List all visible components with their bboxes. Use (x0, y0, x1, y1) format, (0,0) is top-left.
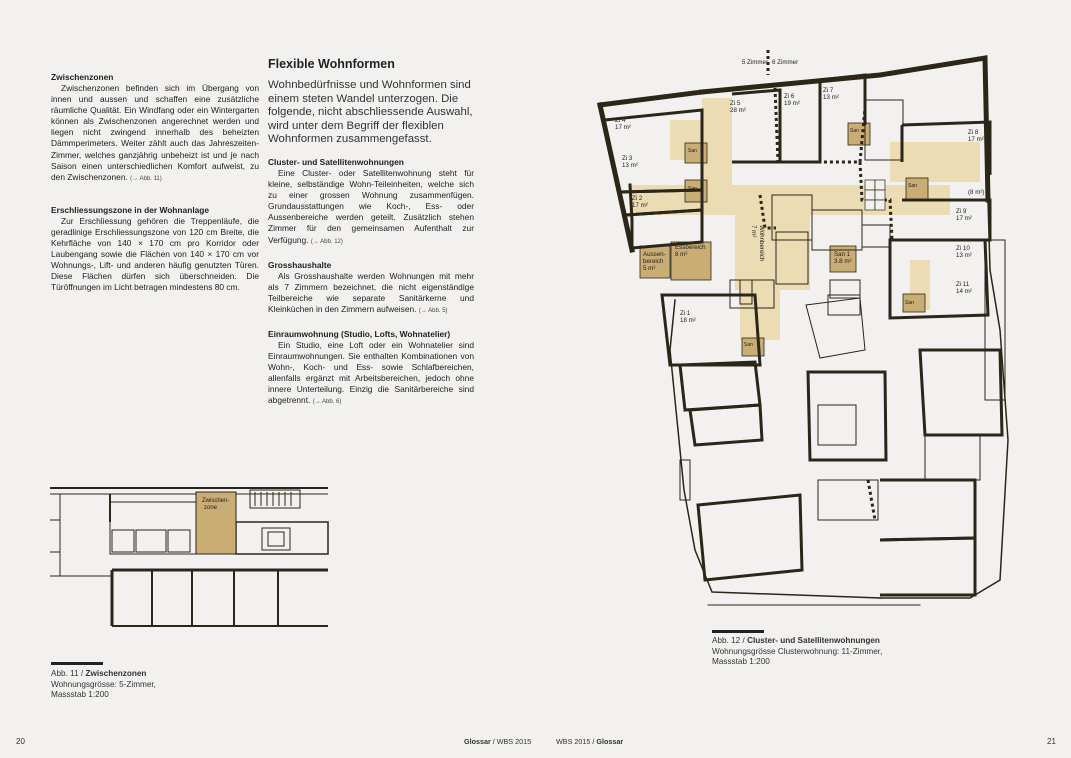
caption-abb11-line3: Massstab 1:200 (51, 690, 109, 700)
section-title: Flexible Wohnformen (268, 57, 395, 71)
label-aussen-2: bereich (643, 258, 664, 265)
floor-plan-abb12 (590, 50, 1020, 615)
caption-abb12-line2: Wohnungsgrösse Clusterwohnung: 11-Zimmer, (712, 646, 883, 656)
label-zi7-area: 13 m² (823, 94, 839, 101)
label-zi1-area: 18 m² (680, 317, 696, 324)
lead-paragraph: Wohnbedürfnisse und Wohnformen sind einem steten Wandel unterzogen. Die folgende, nicht abschliessende Auswahl, wird unter dem Begriff der flexiblen Wohnformen zusammengefasst. (268, 79, 473, 146)
label-zi2-area: 17 m² (632, 202, 648, 209)
paragraph-zwischenzonen (51, 83, 259, 185)
paragraph-erschliessung: Zur Erschliessung gehören die Treppenläufe, die geradlinige Erschliessungszone von 120 cm Breite, die Kehrfläche von 140 × 170 cm pro Korridor oder Laubengang sowie die Flächen von 140 × 170 cm vor Wohnungs-, Lift- und anderen häufig genutzten Türen. Diese Flächen dürfen sich überschneiden. Die Türöffnungen im Licht betragen mindestens 80 cm. (51, 215, 259, 293)
label-zi9-area: 17 m² (956, 215, 972, 222)
label-zi6: Zi 6 (784, 93, 795, 100)
label-zi5: Zi 5 (730, 100, 741, 107)
marker-6-zimmer: 6 Zimmer (772, 59, 799, 66)
marker-5-zimmer: 5 Zimmer (741, 59, 768, 66)
label-zi11-area: 14 m² (956, 288, 972, 295)
zone-label-2: zone (204, 505, 218, 511)
label-san-b: San (688, 148, 697, 154)
paragraph-grosshaushalte (268, 271, 474, 317)
label-zi4-area: 17 m² (615, 124, 631, 131)
label-ess-1: Essbereich (675, 244, 706, 251)
label-zi8: Zi 8 (968, 129, 979, 136)
label-zi8-extra: (8 m²) (968, 189, 985, 196)
label-san-d: San (908, 183, 917, 189)
label-san1-area: 3.8 m² (834, 258, 852, 265)
caption-abb12-num: Abb. 12 / (712, 636, 748, 645)
heading-cluster: Cluster- und Satellitenwohnungen (268, 156, 404, 167)
caption-abb11-num: Abb. 11 / (51, 669, 86, 678)
ref-abb6: (→ Abb. 6) (312, 399, 342, 406)
label-san-f: San (744, 342, 753, 348)
middle-text-column (268, 57, 474, 409)
label-wohn-1: Wohnbereich (758, 225, 765, 262)
caption-abb11 (51, 669, 251, 701)
label-san-e: San (905, 300, 914, 306)
label-zi3-area: 13 m² (622, 162, 638, 169)
ref-abb11: (→ Abb. 11) (130, 175, 162, 182)
footer-right-pre: WBS 2015 / (556, 737, 597, 746)
heading-einraum: Einraumwohnung (Studio, Lofts, Wohnatelier) (268, 329, 451, 339)
label-san-c: San (688, 186, 697, 192)
paragraph-cluster (268, 168, 474, 248)
left-text-column (51, 72, 259, 294)
label-aussen-1: Aussen- (643, 251, 666, 258)
zone-label-1: Zwischen- (202, 498, 230, 504)
footer-left (464, 737, 531, 746)
label-zi10-area: 13 m² (956, 252, 972, 259)
heading-zwischenzonen: Zwischenzonen (51, 72, 114, 82)
label-zi6-area: 19 m² (784, 100, 800, 107)
label-zi9: Zi 9 (956, 208, 967, 215)
ref-abb5: (→ Abb. 5) (418, 307, 448, 314)
heading-grosshaushalte: Grosshaushalte (268, 259, 332, 270)
footer-left-rest: / WBS 2015 (490, 737, 532, 746)
caption-abb11-title: Zwischenzonen (85, 669, 147, 678)
text-zwischenzonen: Zwischenzonen befinden sich im Übergang von innen und aussen und schaffen eine zusätzliche räumliche Qualität. Ein Windfang oder ein Wintergarten können als Zwischenzonen angerechnet werden und liegen nicht zwingend innerhalb des beheizten Dämmperimeters. Weiter zählt auch das Jahreszeiten-Zimmer, welches ganzjährig unbeheizt ist und je nach Saison einen unterschiedlichen Komfort aufweist, zu den Zwischenzonen. (51, 83, 259, 182)
heading-erschliessung: Erschliessungszone in der Wohnanlage (51, 204, 210, 215)
page-number-left: 20 (16, 737, 25, 746)
label-zi11: Zi 11 (956, 281, 970, 288)
footer-left-bold: Glossar (464, 737, 491, 746)
caption-abb11-line2: Wohnungsgrösse: 5-Zimmer, (51, 679, 156, 689)
caption-abb12-title: Cluster- und Satellitenwohnungen (747, 636, 880, 645)
label-zi2: Zi 2 (632, 195, 643, 202)
text-cluster: Eine Cluster- oder Satellitenwohnung steht für kleine, selbständige Wohn-Teileinheiten, welche sich zu einer grossen Wohnung zusammenfügen. Grundausstattungen wie Koch-, Ess- oder Aussenbereiche werden geteilt. Zusätzlich stehen Zimmer für den gemeinsamen Aufenthalt zur Verfügung. (268, 167, 474, 245)
label-zi1: Zi 1 (680, 310, 691, 317)
paragraph-einraum (268, 340, 474, 409)
caption-abb12-line3: Massstab 1:200 (712, 657, 770, 667)
text-grosshaushalte: Als Grosshaushalte werden Wohnungen mit mehr als 7 Zimmern bezeichnet, die nicht eigenständige Teilbereiche wie separate Sanitärkerne und Kleinküchen in den Zimmern aufweisen. (268, 270, 474, 314)
label-zi5-area: 28 m² (730, 107, 746, 114)
caption-abb12 (712, 636, 972, 668)
label-zi3: Zi 3 (622, 155, 633, 162)
label-wohn-2: 7 m² (750, 225, 757, 238)
label-aussen-3: 5 m² (643, 265, 656, 272)
label-san1: San 1 (834, 251, 851, 258)
footer-right-bold: Glossar (596, 737, 624, 746)
label-ess-2: 8 m² (675, 251, 688, 258)
caption-bar-abb12 (712, 630, 764, 633)
label-zi7: Zi 7 (823, 87, 834, 94)
label-zi4: Zi 4 (615, 117, 626, 124)
ref-abb12: (→ Abb. 12) (310, 238, 343, 245)
label-zi10: Zi 10 (956, 245, 970, 252)
text-einraum: Ein Studio, eine Loft oder ein Wohnatelier sind Einraumwohnungen. Sie enthalten Kombinationen von Wohn-, Koch- und Ess- sowie Schlafbereichen, allenfalls ergänzt mit Arbeitsbereichen, jedoch ohne innere Unterteilung. Einzig die Sanitärbereiche sind abgetrennt. (268, 340, 474, 406)
floor-plan-abb11 (50, 480, 330, 630)
caption-bar-abb11 (51, 662, 103, 665)
page-number-right: 21 (1047, 737, 1056, 746)
label-zi8-area: 17 m² (968, 136, 984, 143)
footer-right (556, 737, 623, 746)
label-san-a: San (850, 128, 859, 134)
corridor-highlight (630, 98, 980, 340)
